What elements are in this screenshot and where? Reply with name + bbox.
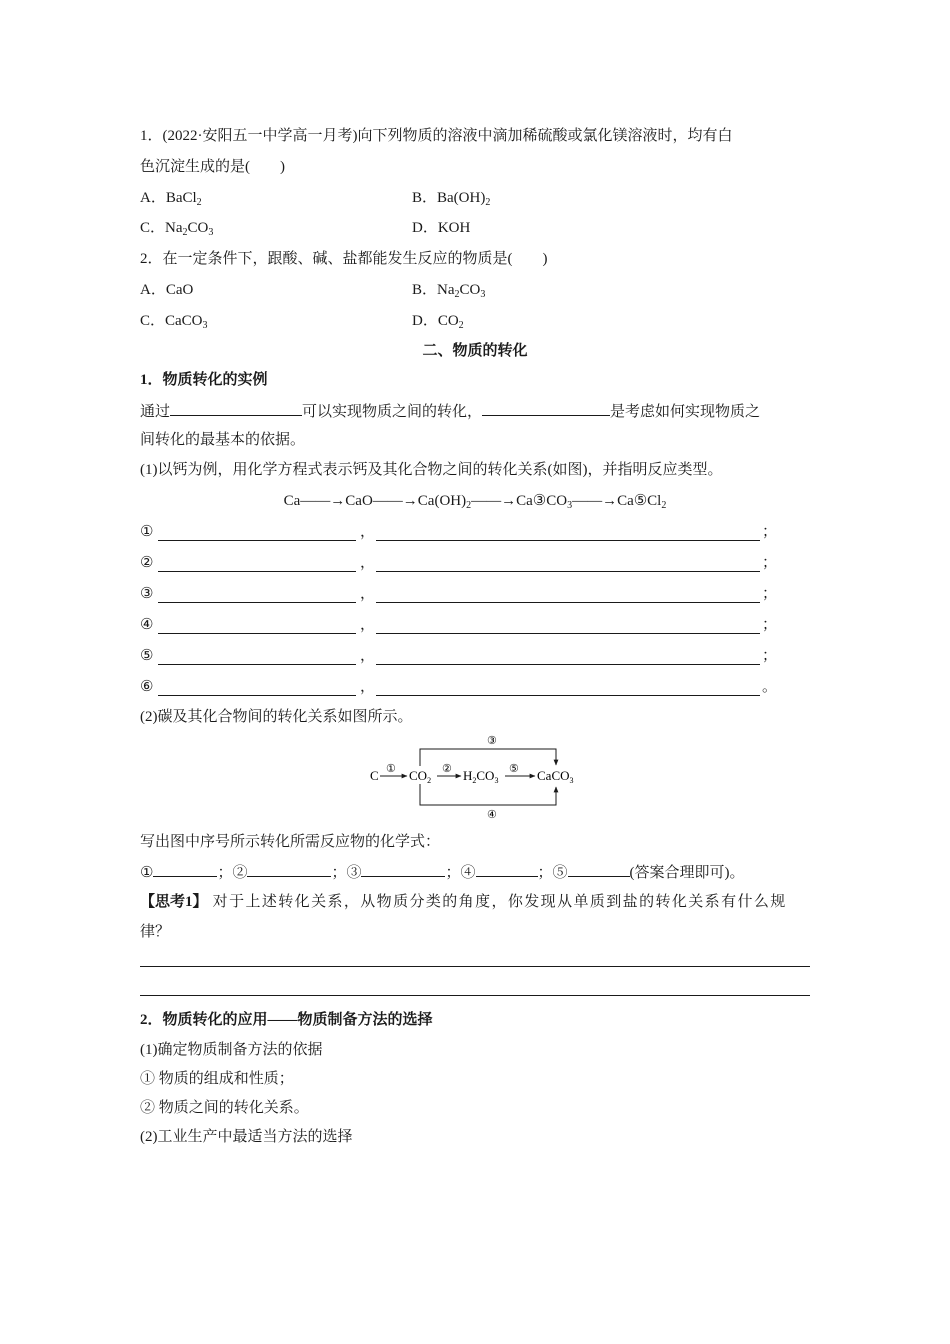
- reaction-type-blank[interactable]: [376, 649, 760, 665]
- reaction-type-blank[interactable]: [376, 680, 760, 696]
- reaction-type-blank[interactable]: [376, 587, 760, 603]
- q2-option-b[interactable]: B．$Na_2CO_3$: [412, 282, 486, 300]
- answer-line[interactable]: [140, 966, 810, 967]
- calcium-chain: $Ca——\to CaO——\to Ca(OH)_2——\to Ca③CO_3——\to Ca⑤Cl_2$: [283, 493, 667, 511]
- answer-row: ⑤ ， ；: [140, 648, 778, 664]
- q1-option-c[interactable]: C．$Na_2CO_3$: [140, 220, 214, 238]
- equation-blank[interactable]: [158, 587, 356, 603]
- node-c: C: [370, 768, 379, 783]
- part1-q2-text: (2)碳及其化合物间的转化关系如图所示。: [140, 709, 413, 725]
- formula-blank[interactable]: [361, 861, 445, 877]
- equation-blank[interactable]: [158, 618, 356, 634]
- think-1-line2: 律？: [140, 924, 171, 940]
- part1-heading: 1．物质转化的实例: [140, 372, 268, 388]
- part2-heading: 2．物质转化的应用——物质制备方法的选择: [140, 1012, 433, 1028]
- section-title: 二、物质的转化: [422, 343, 528, 359]
- label-5: ⑤: [509, 763, 519, 775]
- reaction-type-blank[interactable]: [376, 556, 760, 572]
- label-1: ①: [386, 763, 396, 775]
- part2-line1: (1)确定物质制备方法的依据: [140, 1042, 323, 1058]
- answer-row: ① ， ；: [140, 524, 778, 540]
- node-co2: $CO_2$: [409, 768, 432, 785]
- node-h2co3: $H_2CO_3$: [463, 768, 499, 785]
- q2-stem: 2．在一定条件下，跟酸、碱、盐都能发生反应的物质是( ): [140, 251, 548, 267]
- q1-option-b[interactable]: B．$Ba(OH)_2$: [412, 190, 491, 208]
- part1-intro-line2: 间转化的最基本的依据。: [140, 432, 306, 448]
- part2-line4: (2)工业生产中最适当方法的选择: [140, 1129, 353, 1145]
- reaction-type-blank[interactable]: [376, 525, 760, 541]
- part1-q1-text: (1)以钙为例，用化学方程式表示钙及其化合物之间的转化关系(如图)，并指明反应类型。: [140, 462, 723, 478]
- label-4: ④: [487, 809, 497, 821]
- think-1: 【思考1】 对于上述转化关系，从物质分类的角度，你发现从单质到盐的转化关系有什么规: [140, 894, 787, 910]
- write-instruction: 写出图中序号所示转化所需反应物的化学式：: [140, 834, 441, 850]
- formula-blank[interactable]: [247, 861, 331, 877]
- label-3: ③: [487, 735, 497, 747]
- formula-answers: ① ；② ；③ ；④ ；⑤ (答案合理即可)。: [140, 861, 745, 883]
- q1-stem-line2: 色沉淀生成的是( ): [140, 159, 285, 175]
- carbon-conversion-diagram: [360, 732, 600, 822]
- arrow-4: [420, 784, 556, 805]
- equation-blank[interactable]: [158, 556, 356, 572]
- fill-blank[interactable]: [170, 400, 302, 416]
- answer-row: ③ ， ；: [140, 586, 778, 602]
- part2-line2: ① 物质的组成和性质；: [140, 1071, 294, 1087]
- q1-stem-line1: 1．(2022·安阳五一中学高一月考)向下列物质的溶液中滴加稀硫酸或氯化镁溶液时，均有白: [140, 128, 733, 144]
- answer-row: ⑥ ， 。: [140, 679, 778, 695]
- answer-row: ② ， ；: [140, 555, 778, 571]
- equation-blank[interactable]: [158, 680, 356, 696]
- answer-row: ④ ， ；: [140, 617, 778, 633]
- answer-line[interactable]: [140, 995, 810, 996]
- q1-option-a[interactable]: A．BaCl$_2$: [140, 190, 202, 208]
- reaction-type-blank[interactable]: [376, 618, 760, 634]
- fill-blank[interactable]: [482, 400, 610, 416]
- part1-intro-line1: 通过 可以实现物质之间的转化， 是考虑如何实现物质之: [140, 400, 760, 422]
- equation-blank[interactable]: [158, 649, 356, 665]
- q2-option-d[interactable]: D．$CO_2$: [412, 313, 464, 331]
- formula-blank[interactable]: [476, 861, 538, 877]
- part2-line3: ② 物质之间的转化关系。: [140, 1100, 309, 1116]
- q2-option-a[interactable]: A．CaO: [140, 282, 194, 298]
- formula-blank[interactable]: [568, 861, 630, 877]
- q2-option-c[interactable]: C．CaCO$_3$: [140, 313, 208, 331]
- q1-option-d[interactable]: D．KOH: [412, 220, 471, 236]
- arrow-3: [420, 749, 556, 766]
- equation-blank[interactable]: [158, 525, 356, 541]
- node-caco3: CaCO$_3$: [537, 768, 574, 785]
- label-2: ②: [442, 763, 452, 775]
- formula-blank[interactable]: [153, 861, 217, 877]
